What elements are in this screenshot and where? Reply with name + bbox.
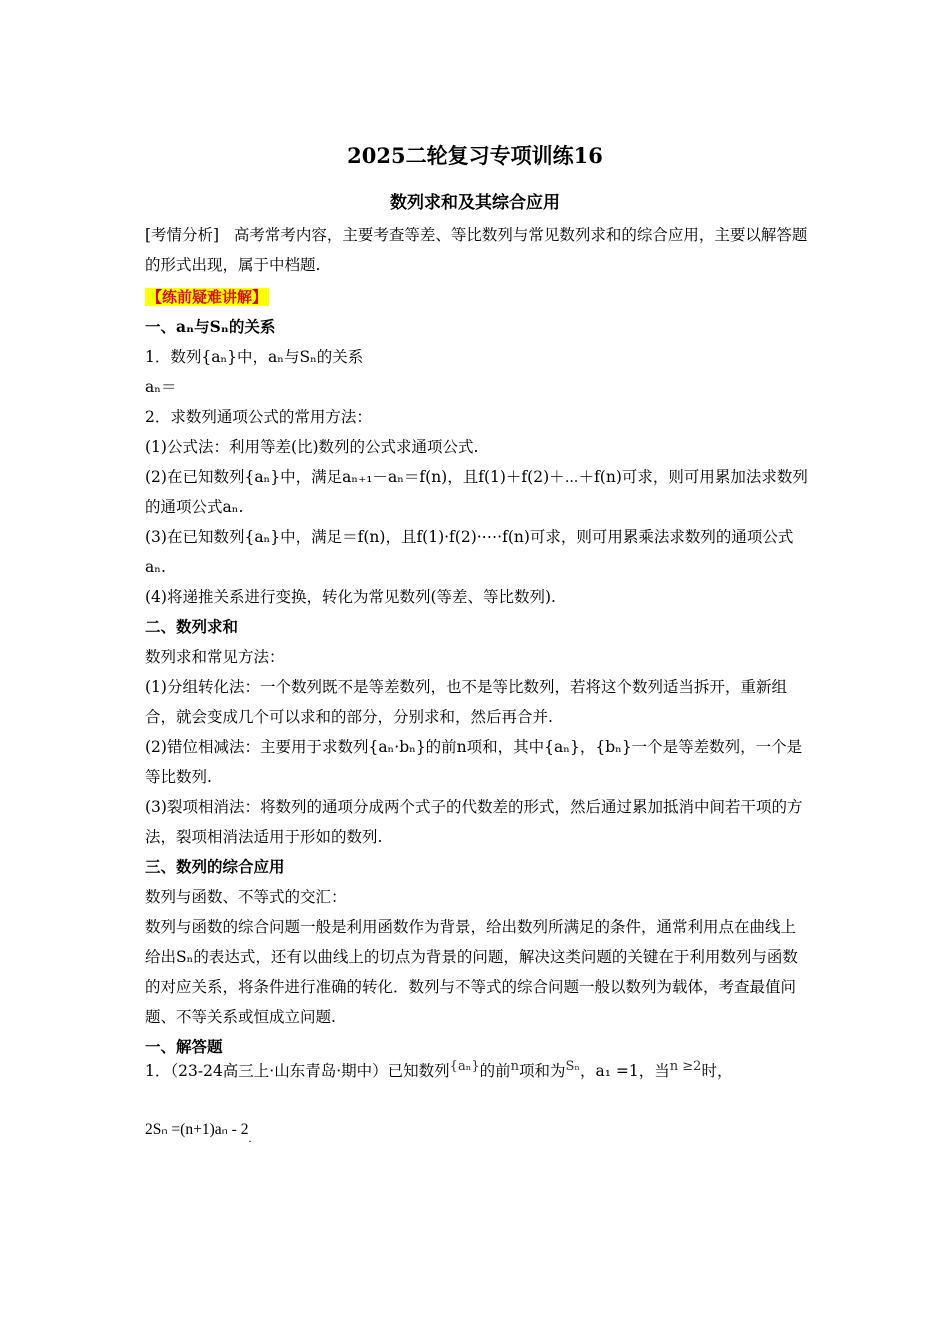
var-n: n (510, 1059, 519, 1074)
highlight-line (145, 282, 810, 312)
var-sn: Sₙ (565, 1059, 581, 1074)
section2-method2: (2)错位相减法：主要用于求数列{aₙ·bₙ}的前n项和，其中{aₙ}，{bₙ}一个是等差数列，一个是等比数列. (145, 738, 803, 786)
condition-2: n ≥2 (669, 1059, 702, 1074)
section3-p2: 数列与函数的综合问题一般是利用函数作为背景，给出数列所满足的条件，通常利用点在曲线上给出Sₙ的表达式，还有以曲线上的切点为背景的问题，解决这类问题的关键在于利用数列与函数的对应关系，将条件进行准确的转化．数列与不等式的综合问题一般以数列为载体，考查最值问题、不等关系或恒成立问题. (145, 918, 798, 1026)
section2-p1: 数列求和常见方法： (145, 648, 285, 666)
question-number: 1． (145, 1062, 171, 1080)
recurrence-formula (145, 1120, 251, 1146)
question-text-mid: 的前 (479, 1062, 511, 1080)
question-text-mid2: 项和为 (518, 1062, 566, 1080)
intro-label: [考情分析] (145, 226, 220, 244)
document-body (145, 220, 810, 1062)
intro-paragraph (145, 220, 810, 280)
sequence-notation: {aₙ} (449, 1059, 480, 1074)
section2-method3: (3)裂项相消法：将数列的通项分成两个式子的代数差的形式，然后通过累加抵消中间若干项的方法，裂项相消法适用于形如的数列. (145, 798, 803, 846)
section1-p1: 1．数列{aₙ}中，aₙ与Sₙ的关系 (145, 348, 364, 366)
formula-period: . (248, 1131, 252, 1145)
condition-1: ，a₁ =1，当 (580, 1062, 670, 1080)
formula-text: 2Sₙ =(n+1)aₙ - 2 (145, 1121, 249, 1138)
section3-p1: 数列与函数、不等式的交汇： (145, 888, 347, 906)
section1-method4: (4)将递推关系进行变换，转化为常见数列(等差、等比数列). (145, 588, 556, 606)
question-1 (145, 1050, 810, 1088)
section2-heading: 二、数列求和 (145, 617, 239, 636)
section1-method2: (2)在已知数列{aₙ}中，满足aₙ₊₁－aₙ＝f(n)，且f(1)＋f(2)＋⋯＋f(n)可求，则可用累加法求数列的通项公式aₙ. (145, 468, 808, 516)
highlight-label: 【练前疑难讲解】 (147, 288, 268, 306)
question-text-end: 时， (701, 1062, 733, 1080)
section1-method1: (1)公式法：利用等差(比)数列的公式求通项公式. (145, 438, 479, 456)
section2-method1: (1)分组转化法：一个数列既不是等差数列，也不是等比数列，若将这个数列适当拆开，重新组合，就会变成几个可以求和的部分，分别求和，然后再合并. (145, 678, 787, 726)
page-subtitle: 数列求和及其综合应用 (390, 193, 560, 213)
section3-heading: 三、数列的综合应用 (145, 857, 285, 876)
page-title: 2025二轮复习专项训练16 (347, 143, 603, 168)
section1-p3: 2．求数列通项公式的常用方法： (145, 408, 372, 426)
section4-heading: 一、解答题 (145, 1037, 223, 1056)
section1-heading: 一、aₙ与Sₙ的关系 (145, 317, 276, 336)
question-source: （23-24高三上·山东青岛·期中）已知数列 (170, 1062, 450, 1080)
section1-p2: aₙ＝ (145, 378, 177, 396)
intro-text: 高考常考内容，主要考查等差、等比数列与常见数列求和的综合应用，主要以解答题的形式出现，属于中档题. (145, 226, 808, 274)
section1-method3: (3)在已知数列{aₙ}中，满足＝f(n)，且f(1)·f(2)·⋯·f(n)可求，则可用累乘法求数列的通项公式aₙ. (145, 528, 794, 576)
